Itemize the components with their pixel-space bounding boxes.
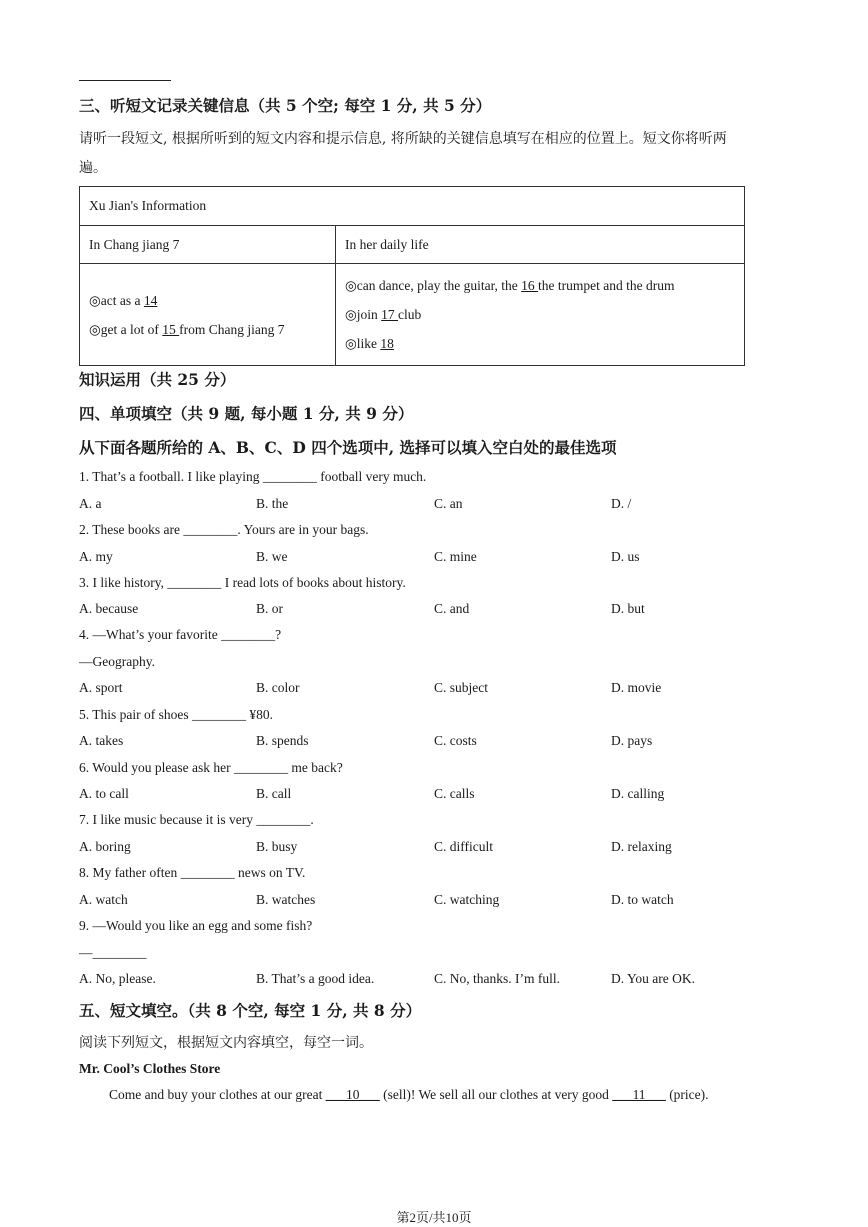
option-6c[interactable]: C. calls bbox=[434, 786, 475, 801]
info-table-col1-cell bbox=[80, 264, 336, 366]
option-7d[interactable]: D. relaxing bbox=[611, 839, 672, 854]
option-2a[interactable]: A. my bbox=[79, 549, 113, 564]
options-4 bbox=[79, 680, 779, 698]
option-6d[interactable]: D. calling bbox=[611, 786, 665, 801]
section4-heading: 四、单项填空（共 9 题, 每小题 1 分, 共 9 分） bbox=[79, 404, 414, 423]
option-4d[interactable]: D. movie bbox=[611, 680, 662, 695]
option-9a[interactable]: A. No, please. bbox=[79, 971, 156, 986]
section3-instruction-line1: 请听一段短文, 根据所听到的短文内容和提示信息, 将所缺的关键信息填写在相应的位置上。短文你将听两 bbox=[79, 131, 727, 147]
section5-instruction: 阅读下列短文，根据短文内容填空，每空一词。 bbox=[79, 1035, 373, 1051]
options-1 bbox=[79, 496, 779, 514]
option-8d[interactable]: D. to watch bbox=[611, 892, 674, 907]
col2-item-18: ◎like 18 bbox=[345, 336, 394, 351]
question-3: 3. I like history, ________ I read lots of books about history. bbox=[79, 575, 406, 590]
question-4-answer-line: —Geography. bbox=[79, 654, 155, 669]
option-1d[interactable]: D. / bbox=[611, 496, 632, 511]
info-table-col2-cell bbox=[336, 264, 745, 366]
options-7 bbox=[79, 839, 779, 857]
page-footer: 第2页/共10页 bbox=[396, 1210, 472, 1225]
option-8a[interactable]: A. watch bbox=[79, 892, 128, 907]
top-rule bbox=[79, 80, 171, 81]
option-1c[interactable]: C. an bbox=[434, 496, 463, 511]
option-6a[interactable]: A. to call bbox=[79, 786, 129, 801]
option-5c[interactable]: C. costs bbox=[434, 733, 477, 748]
blank-11[interactable]: ___11___ bbox=[612, 1087, 666, 1102]
option-9c[interactable]: C. No, thanks. I’m full. bbox=[434, 971, 560, 986]
info-table-title: Xu Jian's Information bbox=[80, 187, 745, 226]
question-7: 7. I like music because it is very ________. bbox=[79, 812, 314, 827]
option-5a[interactable]: A. takes bbox=[79, 733, 124, 748]
section3-heading: 三、听短文记录关键信息（共 5 个空; 每空 1 分, 共 5 分） bbox=[79, 96, 492, 115]
section4-instruction: 从下面各题所给的 A、B、C、D 四个选项中, 选择可以填入空白处的最佳选项 bbox=[79, 438, 617, 457]
question-6: 6. Would you please ask her ________ me back? bbox=[79, 760, 343, 775]
option-7b[interactable]: B. busy bbox=[256, 839, 298, 854]
option-5b[interactable]: B. spends bbox=[256, 733, 309, 748]
option-8b[interactable]: B. watches bbox=[256, 892, 316, 907]
knowledge-heading: 知识运用（共 25 分） bbox=[79, 370, 236, 389]
option-9b[interactable]: B. That’s a good idea. bbox=[256, 971, 375, 986]
option-5d[interactable]: D. pays bbox=[611, 733, 653, 748]
col2-item-17: ◎join 17 club bbox=[345, 307, 422, 322]
options-8 bbox=[79, 892, 779, 910]
option-3d[interactable]: D. but bbox=[611, 601, 645, 616]
section3-instruction-line2: 遍。 bbox=[79, 160, 107, 176]
option-6b[interactable]: B. call bbox=[256, 786, 292, 801]
options-6 bbox=[79, 786, 779, 804]
info-table-col1-header: In Chang jiang 7 bbox=[80, 226, 336, 264]
blank-16[interactable]: 16 bbox=[521, 278, 539, 293]
blank-10[interactable]: ___10___ bbox=[325, 1087, 380, 1102]
option-9d[interactable]: D. You are OK. bbox=[611, 971, 695, 986]
options-9 bbox=[79, 971, 779, 989]
blank-15[interactable]: 15 bbox=[162, 321, 180, 337]
question-4: 4. —What’s your favorite ________? bbox=[79, 627, 282, 642]
option-4a[interactable]: A. sport bbox=[79, 680, 123, 695]
option-4c[interactable]: C. subject bbox=[434, 680, 488, 695]
options-2 bbox=[79, 549, 779, 567]
question-9: 9. —Would you like an egg and some fish? bbox=[79, 918, 313, 933]
options-5 bbox=[79, 733, 779, 751]
passage-title: Mr. Cool’s Clothes Store bbox=[79, 1061, 221, 1076]
info-table-col2-header: In her daily life bbox=[336, 226, 745, 264]
blank-17[interactable]: 17 bbox=[381, 307, 399, 322]
option-7c[interactable]: C. difficult bbox=[434, 839, 493, 854]
col1-item-14: ◎act as a 14 bbox=[89, 292, 158, 308]
option-1b[interactable]: B. the bbox=[256, 496, 289, 511]
question-2: 2. These books are ________. Yours are in your bags. bbox=[79, 522, 369, 537]
option-2d[interactable]: D. us bbox=[611, 549, 640, 564]
option-1a[interactable]: A. a bbox=[79, 496, 102, 511]
option-7a[interactable]: A. boring bbox=[79, 839, 131, 854]
question-1: 1. That’s a football. I like playing ________ football very much. bbox=[79, 469, 427, 484]
option-4b[interactable]: B. color bbox=[256, 680, 300, 695]
col1-item-15: ◎get a lot of 15 from Chang jiang 7 bbox=[89, 321, 285, 337]
col2-item-16: ◎can dance, play the guitar, the 16 the trumpet and the drum bbox=[345, 278, 675, 293]
option-2c[interactable]: C. mine bbox=[434, 549, 477, 564]
option-2b[interactable]: B. we bbox=[256, 549, 288, 564]
option-3b[interactable]: B. or bbox=[256, 601, 283, 616]
options-3 bbox=[79, 601, 779, 619]
option-3a[interactable]: A. because bbox=[79, 601, 139, 616]
info-table bbox=[79, 186, 745, 366]
passage-text: Come and buy your clothes at our great ___10___ (sell)! We sell all our clothes at very good ___11___ (price). bbox=[109, 1087, 709, 1102]
blank-18[interactable]: 18 bbox=[380, 336, 394, 351]
section5-heading: 五、短文填空。（共 8 个空, 每空 1 分, 共 8 分） bbox=[79, 1001, 422, 1020]
question-5: 5. This pair of shoes ________ ¥80. bbox=[79, 707, 273, 722]
option-8c[interactable]: C. watching bbox=[434, 892, 500, 907]
option-3c[interactable]: C. and bbox=[434, 601, 470, 616]
question-9-answer-line: —________ bbox=[79, 945, 147, 960]
question-8: 8. My father often ________ news on TV. bbox=[79, 865, 306, 880]
blank-14[interactable]: 14 bbox=[143, 292, 158, 308]
